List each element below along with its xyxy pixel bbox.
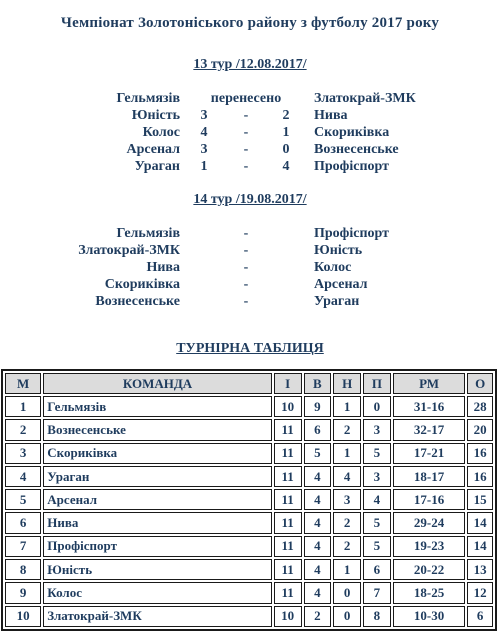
- cell-games: 11: [274, 536, 302, 557]
- cell-team: Колос: [43, 582, 271, 603]
- cell-place: 7: [5, 536, 41, 557]
- cell-losses: 3: [363, 466, 391, 487]
- away-score: 2: [282, 108, 290, 123]
- cell-losses: 6: [363, 559, 391, 580]
- cell-points: 12: [467, 582, 493, 603]
- away-team: Златокрай-ЗМК: [314, 91, 416, 106]
- home-score: 3: [200, 142, 208, 157]
- cell-wins: 5: [304, 443, 332, 464]
- away-team: Профіспорт: [314, 226, 390, 241]
- cell-points: 14: [467, 536, 493, 557]
- cell-place: 4: [5, 466, 41, 487]
- away-team: Профіспорт: [314, 159, 390, 174]
- cell-place: 1: [5, 396, 41, 417]
- cell-losses: 5: [363, 443, 391, 464]
- cell-team: Арсенал: [43, 489, 271, 510]
- away-team: Вознесенське: [314, 142, 399, 157]
- cell-wins: 2: [304, 606, 332, 627]
- cell-points: 16: [467, 443, 493, 464]
- cell-goals: 10-30: [393, 606, 466, 627]
- col-header-losses: П: [363, 373, 391, 394]
- score-dash: -: [243, 142, 249, 157]
- cell-games: 10: [274, 606, 302, 627]
- cell-place: 9: [5, 582, 41, 603]
- home-score: 4: [200, 125, 208, 140]
- col-header-games: І: [274, 373, 302, 394]
- cell-team: Гельмязів: [43, 396, 271, 417]
- cell-team: Златокрай-ЗМК: [43, 606, 271, 627]
- match-row: [0, 225, 500, 242]
- cell-draws: 2: [333, 512, 361, 533]
- cell-draws: 1: [333, 559, 361, 580]
- cell-games: 11: [274, 559, 302, 580]
- table-row: [5, 466, 493, 487]
- away-team: Нива: [314, 108, 348, 123]
- match-row: [0, 158, 500, 175]
- cell-losses: 8: [363, 606, 391, 627]
- page-title: Чемпіонат Золотоніського району з футболу 2017 року: [60, 15, 440, 31]
- cell-draws: 3: [333, 489, 361, 510]
- cell-draws: 0: [333, 582, 361, 603]
- cell-points: 20: [467, 419, 493, 440]
- match-row: [0, 90, 500, 107]
- away-team: Ураган: [314, 294, 360, 309]
- cell-losses: 5: [363, 536, 391, 557]
- cell-games: 11: [274, 443, 302, 464]
- cell-place: 10: [5, 606, 41, 627]
- cell-draws: 1: [333, 443, 361, 464]
- table-row: [5, 489, 493, 510]
- cell-goals: 31-16: [393, 396, 466, 417]
- cell-team: Профіспорт: [43, 536, 271, 557]
- table-row: [5, 512, 493, 533]
- cell-wins: 4: [304, 582, 332, 603]
- cell-place: 8: [5, 559, 41, 580]
- cell-wins: 4: [304, 466, 332, 487]
- cell-team: Ураган: [43, 466, 271, 487]
- score-dash: -: [243, 260, 249, 275]
- cell-draws: 2: [333, 536, 361, 557]
- home-team: Юність: [131, 108, 180, 123]
- cell-place: 6: [5, 512, 41, 533]
- cell-goals: 32-17: [393, 419, 466, 440]
- cell-place: 3: [5, 443, 41, 464]
- cell-team: Вознесенське: [43, 419, 271, 440]
- cell-goals: 18-17: [393, 466, 466, 487]
- home-team: Ураган: [134, 159, 180, 174]
- col-header-points: О: [467, 373, 493, 394]
- cell-goals: 17-16: [393, 489, 466, 510]
- cell-team: Нива: [43, 512, 271, 533]
- cell-wins: 4: [304, 536, 332, 557]
- home-score: 3: [200, 108, 208, 123]
- standings-header-row: [5, 373, 493, 394]
- cell-points: 13: [467, 559, 493, 580]
- cell-games: 11: [274, 489, 302, 510]
- away-score: 1: [282, 125, 290, 140]
- home-team: Нива: [146, 260, 180, 275]
- home-team: Арсенал: [126, 142, 180, 157]
- table-row: [5, 443, 493, 464]
- cell-losses: 0: [363, 396, 391, 417]
- col-header-team: КОМАНДА: [43, 373, 271, 394]
- cell-team: Скориківка: [43, 443, 271, 464]
- match-note: перенесено: [210, 91, 282, 106]
- home-team: Гельмязів: [116, 226, 180, 241]
- cell-points: 15: [467, 489, 493, 510]
- cell-draws: 2: [333, 419, 361, 440]
- cell-place: 5: [5, 489, 41, 510]
- cell-goals: 29-24: [393, 512, 466, 533]
- cell-games: 11: [274, 512, 302, 533]
- cell-points: 16: [467, 466, 493, 487]
- match-row: [0, 141, 500, 158]
- home-score: 1: [200, 159, 208, 174]
- cell-points: 6: [467, 606, 493, 627]
- col-header-place: М: [5, 373, 41, 394]
- cell-losses: 7: [363, 582, 391, 603]
- match-row: [0, 124, 500, 141]
- cell-wins: 4: [304, 559, 332, 580]
- col-header-goals: РМ: [393, 373, 466, 394]
- cell-points: 14: [467, 512, 493, 533]
- cell-points: 28: [467, 396, 493, 417]
- cell-draws: 0: [333, 606, 361, 627]
- cell-wins: 4: [304, 512, 332, 533]
- col-header-draws: Н: [333, 373, 361, 394]
- table-row: [5, 419, 493, 440]
- cell-draws: 4: [333, 466, 361, 487]
- home-team: Вознесенське: [95, 294, 180, 309]
- home-team: Гельмязів: [116, 91, 180, 106]
- away-team: Колос: [314, 260, 352, 275]
- cell-place: 2: [5, 419, 41, 440]
- score-dash: -: [243, 125, 249, 140]
- standings-heading: [0, 341, 500, 357]
- cell-goals: 18-25: [393, 582, 466, 603]
- cell-goals: 19-23: [393, 536, 466, 557]
- away-team: Скориківка: [314, 125, 390, 140]
- home-team: Колос: [142, 125, 180, 140]
- standings-heading-text: ТУРНІРНА ТАБЛИЦЯ: [176, 341, 324, 356]
- cell-losses: 5: [363, 512, 391, 533]
- cell-games: 11: [274, 419, 302, 440]
- table-row: [5, 606, 493, 627]
- match-row: [0, 276, 500, 293]
- score-dash: -: [243, 159, 249, 174]
- col-header-wins: В: [304, 373, 332, 394]
- cell-losses: 4: [363, 489, 391, 510]
- score-dash: -: [243, 277, 249, 292]
- cell-losses: 3: [363, 419, 391, 440]
- match-row: [0, 259, 500, 276]
- round-14-heading-text: 14 тур /19.08.2017/: [193, 192, 307, 207]
- round-13-heading-text: 13 тур /12.08.2017/: [193, 57, 307, 72]
- cell-goals: 20-22: [393, 559, 466, 580]
- round-13-heading: [0, 57, 500, 73]
- cell-draws: 1: [333, 396, 361, 417]
- away-team: Арсенал: [314, 277, 368, 292]
- cell-wins: 9: [304, 396, 332, 417]
- away-team: Юність: [314, 243, 363, 258]
- match-row: [0, 293, 500, 310]
- cell-games: 11: [274, 466, 302, 487]
- away-score: 0: [282, 142, 290, 157]
- score-dash: -: [243, 243, 249, 258]
- score-dash: -: [243, 226, 249, 241]
- standings-table: [1, 369, 497, 631]
- away-score: 4: [282, 159, 290, 174]
- cell-wins: 4: [304, 489, 332, 510]
- score-dash: -: [243, 294, 249, 309]
- table-row: [5, 396, 493, 417]
- cell-goals: 17-21: [393, 443, 466, 464]
- table-row: [5, 536, 493, 557]
- match-row: [0, 242, 500, 259]
- home-team: Златокрай-ЗМК: [78, 243, 180, 258]
- cell-games: 10: [274, 396, 302, 417]
- score-dash: -: [243, 108, 249, 123]
- table-row: [5, 582, 493, 603]
- round-14-heading: [0, 192, 500, 208]
- cell-team: Юність: [43, 559, 271, 580]
- home-team: Скориківка: [104, 277, 180, 292]
- match-row: [0, 107, 500, 124]
- cell-wins: 6: [304, 419, 332, 440]
- table-row: [5, 559, 493, 580]
- cell-games: 11: [274, 582, 302, 603]
